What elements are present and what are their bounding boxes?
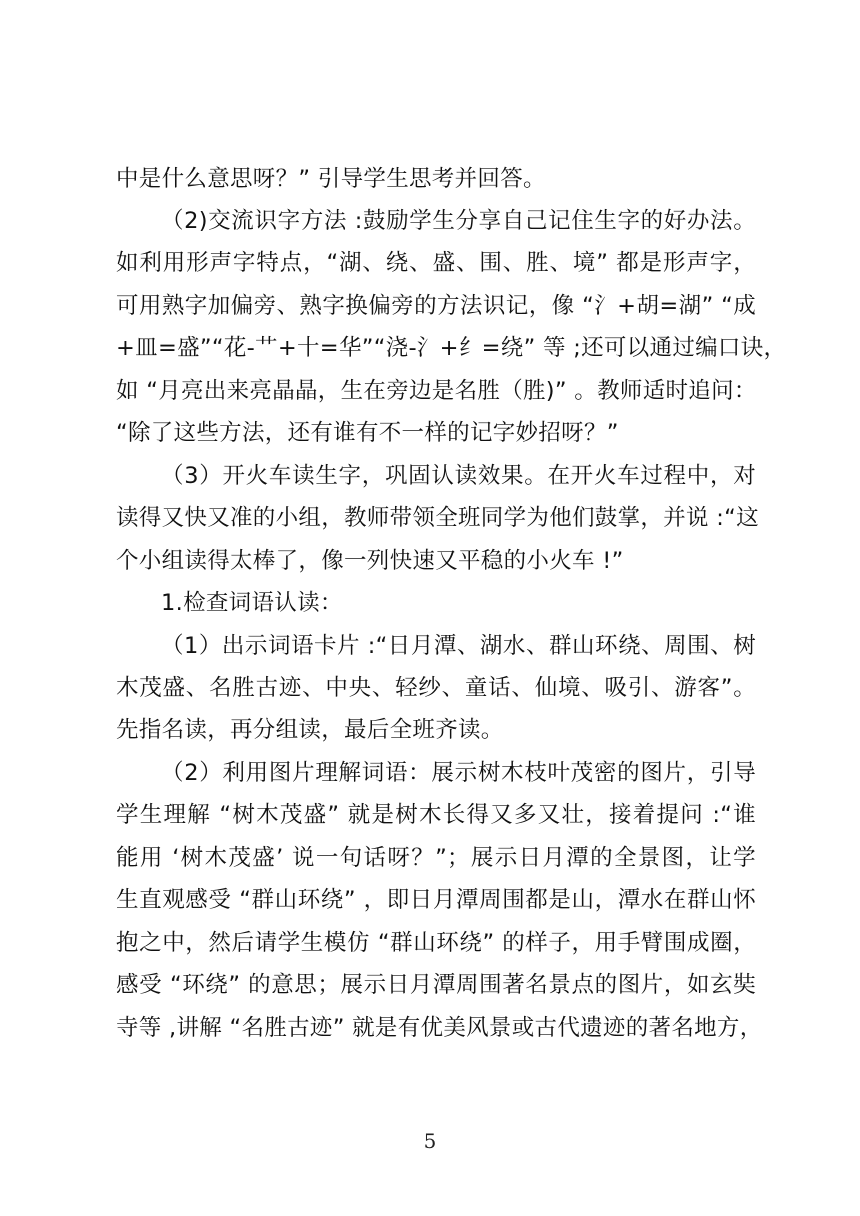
text-line: +皿=盛”“花-艹+十=华”“浇-氵+纟=绕” 等 ;还可以通过编口诀， xyxy=(116,335,787,361)
text-line: 如利用形声字特点，“湖、绕、盛、围、胜、境” 都是形声字， xyxy=(116,250,756,276)
text-line: 寺等 ,讲解 “名胜古迹” 就是有优美风景或古代遗迹的著名地方， xyxy=(116,1015,763,1041)
text-line: “除了这些方法，还有谁有不一样的记字妙招呀？” xyxy=(116,420,619,446)
page-number: 5 xyxy=(423,1129,437,1153)
text-line: 学生理解 “树木茂盛” 就是树木长得又多又壮，接着提问 :“谁 xyxy=(116,802,756,828)
text-line: （2)交流识字方法 :鼓励学生分享自己记住生字的好办法。 xyxy=(161,208,756,234)
section-heading: 1.检查词语认读： xyxy=(161,590,343,616)
text-line: 能用 ‘树木茂盛’ 说一句话呀？”；展示日月潭的全景图，让学 xyxy=(116,845,756,871)
text-line: 中是什么意思呀？” 引导学生思考并回答。 xyxy=(116,166,546,192)
text-line: 木茂盛、名胜古迹、中央、轻纱、童话、仙境、吸引、游客”。 xyxy=(116,675,756,701)
text-line: （2）利用图片理解词语：展示树木枝叶茂密的图片，引导 xyxy=(161,760,756,786)
text-line: 先指名读，再分组读，最后全班齐读。 xyxy=(116,717,504,743)
text-line: 个小组读得太棒了，像一列快速又平稳的小火车 !” xyxy=(116,548,624,574)
text-line: 抱之中，然后请学生模仿 “群山环绕” 的样子，用手臂围成圈， xyxy=(116,930,756,956)
text-line: 如 “月亮出来亮晶晶，生在旁边是名胜（胜)” 。教师适时追问： xyxy=(116,378,757,404)
text-line: 可用熟字加偏旁、熟字换偏旁的方法识记，像 “氵+胡=湖” “成 xyxy=(116,293,756,319)
text-line: 生直观感受 “群山环绕” ，即日月潭周围都是山，潭水在群山怀 xyxy=(116,887,756,913)
text-line: 读得又快又准的小组，教师带领全班同学为他们鼓掌，并说 :“这 xyxy=(116,505,759,531)
text-line: 感受 “环绕” 的意思；展示日月潭周围著名景点的图片，如玄奘 xyxy=(116,972,756,998)
text-line: （3）开火车读生字，巩固认读效果。在开火车过程中，对 xyxy=(161,463,756,489)
text-line: （1）出示词语卡片 :“日月潭、湖水、群山环绕、周围、树 xyxy=(161,633,756,659)
